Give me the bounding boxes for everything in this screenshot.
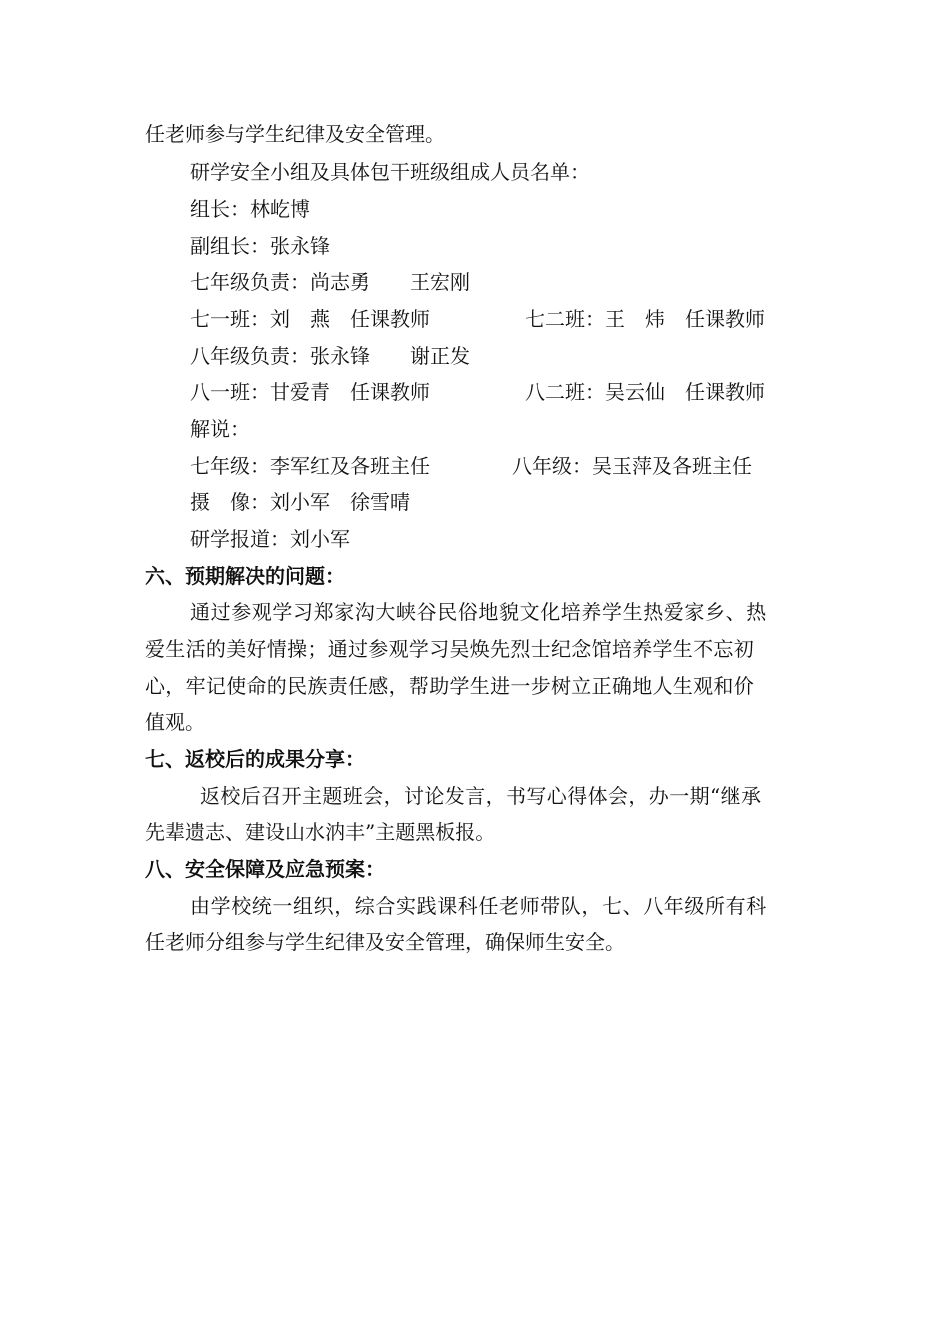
deputy-leader-line: 副组长：张永锋 xyxy=(190,234,330,258)
group-list-heading: 研学安全小组及具体包干班级组成人员名单： xyxy=(190,160,590,184)
class-7-2-line: 七二班：王 炜 任课教师 xyxy=(525,307,765,331)
paragraph-line: 心，牢记使命的民族责任感，帮助学生进一步树立正确地人生观和价 xyxy=(145,674,754,698)
commentary-label: 解说： xyxy=(190,417,250,441)
grade8-commentary-line: 八年级：吴玉萍及各班主任 xyxy=(512,454,752,478)
section-7-heading: 七、返校后的成果分享： xyxy=(145,747,365,771)
section-8-heading: 八、安全保障及应急预案： xyxy=(145,857,385,881)
report-line: 研学报道：刘小军 xyxy=(190,527,350,551)
paragraph-line: 通过参观学习郑家沟大峡谷民俗地貌文化培养学生热爱家乡、热 xyxy=(190,600,767,624)
paragraph-line: 爱生活的美好情操；通过参观学习吴焕先烈士纪念馆培养学生不忘初 xyxy=(145,637,754,661)
camera-line: 摄 像：刘小军 徐雪晴 xyxy=(190,490,410,514)
section-6-heading: 六、预期解决的问题： xyxy=(145,564,345,588)
grade7-lead-line: 七年级负责：尚志勇 王宏刚 xyxy=(190,270,470,294)
paragraph-line: 由学校统一组织，综合实践课科任老师带队，七、八年级所有科 xyxy=(190,894,767,918)
leader-line: 组长：林屹博 xyxy=(190,197,310,221)
class-8-1-line: 八一班：甘爱青 任课教师 xyxy=(190,380,430,404)
grade8-lead-line: 八年级负责：张永锋 谢正发 xyxy=(190,344,470,368)
class-8-2-line: 八二班：吴云仙 任课教师 xyxy=(525,380,765,404)
paragraph-line: 返校后召开主题班会，讨论发言，书写心得体会，办一期“继承 xyxy=(200,784,762,808)
class-7-1-line: 七一班：刘 燕 任课教师 xyxy=(190,307,430,331)
grade7-commentary-line: 七年级：李军红及各班主任 xyxy=(190,454,430,478)
text-line: 任老师参与学生纪律及安全管理。 xyxy=(145,122,445,146)
paragraph-line: 任老师分组参与学生纪律及安全管理，确保师生安全。 xyxy=(145,930,625,954)
paragraph-line: 先辈遗志、建设山水汭丰”主题黑板报。 xyxy=(145,820,496,844)
paragraph-line: 值观。 xyxy=(145,710,205,734)
